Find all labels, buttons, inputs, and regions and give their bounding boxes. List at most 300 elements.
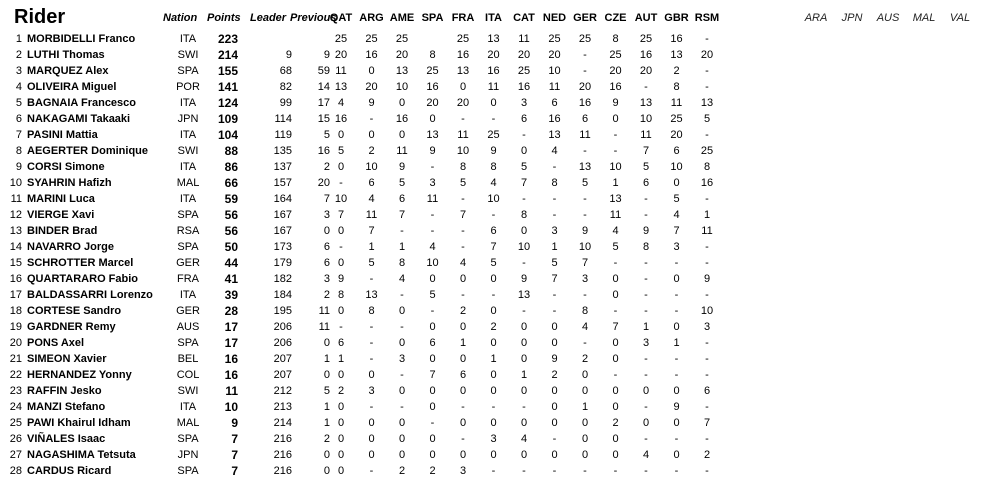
race-result-ita: 0 — [490, 273, 497, 285]
rider-points: 155 — [217, 64, 238, 78]
rider-name: SCHROTTER Marcel — [27, 257, 134, 269]
rider-name: NAVARRO Jorge — [27, 241, 114, 253]
race-result-ned: 11 — [548, 81, 561, 93]
race-result-gbr: 1 — [673, 337, 680, 349]
race-result-ame: 11 — [396, 145, 408, 157]
race-result-spa: 3 — [429, 177, 436, 189]
rider-name: HERNANDEZ Yonny — [27, 369, 132, 381]
race-result-rsm: 5 — [703, 113, 711, 125]
rider-position: 3 — [15, 65, 22, 77]
table-row — [0, 111, 987, 127]
race-result-rsm: - — [705, 81, 709, 93]
gap-to-leader: 182 — [273, 273, 292, 285]
rider-name: BINDER Brad — [27, 225, 98, 237]
rider-nation: SWI — [177, 385, 199, 397]
race-result-ita: 13 — [487, 33, 500, 45]
race-result-rsm: 16 — [700, 177, 714, 189]
race-result-cze: - — [613, 257, 618, 269]
race-result-spa: 0 — [429, 353, 436, 365]
gap-to-previous: 6 — [323, 257, 330, 269]
rider-name: CORSI Simone — [27, 161, 105, 173]
race-result-fra: - — [461, 401, 465, 413]
race-result-spa: - — [430, 225, 435, 237]
gap-to-leader: 164 — [273, 193, 292, 205]
race-result-fra: - — [461, 289, 465, 301]
race-result-gbr: - — [674, 465, 679, 477]
rider-position: 5 — [15, 97, 22, 109]
table-row — [0, 367, 987, 383]
rider-nation: RSA — [176, 225, 200, 237]
race-result-cze: 5 — [612, 241, 619, 253]
race-header-fra: FRA — [451, 12, 475, 24]
rider-nation: JPN — [177, 113, 199, 125]
race-result-qat: 0 — [337, 465, 345, 477]
race-result-spa: 11 — [426, 193, 439, 205]
rider-position: 26 — [9, 433, 22, 445]
race-result-qat: - — [339, 241, 343, 253]
race-result-cze: 4 — [612, 225, 619, 237]
race-result-qat: 10 — [334, 193, 348, 205]
race-header-ame: AME — [389, 12, 415, 24]
race-result-ame: 4 — [398, 273, 406, 285]
race-result-qat: 25 — [334, 33, 348, 45]
rider-position: 2 — [15, 49, 22, 61]
table-row — [0, 175, 987, 191]
race-result-cat: - — [522, 193, 526, 205]
race-result-ger: 25 — [578, 33, 592, 45]
race-result-arg: 8 — [368, 305, 375, 317]
gap-to-leader: 206 — [273, 337, 292, 349]
race-result-fra: - — [461, 433, 465, 445]
race-result-cat: 9 — [520, 273, 528, 285]
race-result-rsm: - — [705, 65, 709, 77]
race-result-cat: - — [522, 257, 526, 269]
rider-nation: POR — [176, 81, 200, 93]
race-result-fra: - — [461, 241, 465, 253]
race-result-ger: - — [583, 465, 587, 477]
race-result-ger: - — [583, 289, 587, 301]
table-row — [0, 31, 987, 47]
race-result-ame: 0 — [398, 417, 406, 429]
table-row — [0, 223, 987, 239]
gap-to-leader: 167 — [273, 225, 292, 237]
race-result-ame: 20 — [395, 49, 409, 61]
gap-to-previous: 9 — [323, 49, 330, 61]
race-result-aut: - — [644, 209, 648, 221]
race-result-arg: 4 — [368, 193, 375, 205]
race-result-ned: 0 — [551, 385, 558, 397]
race-result-cat: 0 — [520, 353, 528, 365]
rider-nation: SPA — [177, 209, 199, 221]
race-result-spa: 8 — [429, 49, 436, 61]
rider-position: 17 — [9, 289, 22, 301]
rider-nation: BEL — [177, 353, 199, 365]
race-result-arg: - — [369, 273, 374, 285]
race-result-cat: 6 — [520, 113, 528, 125]
rider-name: PAWI Khairul Idham — [27, 417, 131, 429]
race-result-cat: - — [522, 305, 526, 317]
race-result-cze: 8 — [612, 33, 619, 45]
race-result-aut: - — [644, 193, 648, 205]
race-result-spa: 13 — [426, 129, 439, 141]
race-result-cze: - — [613, 305, 618, 317]
table-row — [0, 159, 987, 175]
race-result-ame: 3 — [398, 353, 406, 365]
gap-to-previous: 0 — [323, 337, 330, 349]
race-result-ita: 7 — [490, 241, 497, 253]
table-row — [0, 383, 987, 399]
race-result-aut: - — [644, 289, 648, 301]
rider-position: 4 — [15, 81, 22, 93]
race-result-ger: 0 — [581, 449, 589, 461]
rider-name: AEGERTER Dominique — [27, 145, 149, 157]
race-result-ame: 0 — [398, 385, 406, 397]
race-header-gbr: GBR — [664, 12, 689, 24]
race-result-fra: 2 — [459, 305, 467, 317]
rider-nation: JPN — [177, 449, 199, 461]
race-result-gbr: 2 — [673, 65, 680, 77]
race-result-aut: - — [644, 305, 648, 317]
rider-nation: SPA — [177, 465, 199, 477]
rider-nation: SPA — [177, 241, 199, 253]
race-result-ita: 0 — [490, 385, 497, 397]
race-result-rsm: - — [705, 241, 709, 253]
race-result-rsm: 25 — [700, 145, 714, 157]
table-row — [0, 303, 987, 319]
race-result-cat: 5 — [520, 161, 528, 173]
race-result-fra: 6 — [459, 369, 467, 381]
race-result-ita: 5 — [490, 257, 497, 269]
race-result-gbr: - — [674, 353, 679, 365]
race-result-ger: - — [583, 65, 587, 77]
rider-points: 7 — [231, 432, 238, 446]
gap-to-leader: 173 — [273, 241, 292, 253]
race-result-rsm: - — [705, 353, 709, 365]
race-result-ger: 2 — [581, 353, 589, 365]
rider-position: 12 — [9, 209, 22, 221]
rider-points: 44 — [224, 256, 238, 270]
gap-to-leader: 216 — [273, 465, 292, 477]
rider-name: PASINI Mattia — [27, 129, 98, 141]
rider-name: SYAHRIN Hafizh — [27, 177, 112, 189]
race-result-arg: - — [369, 401, 374, 413]
rider-points: 104 — [217, 128, 238, 142]
table-row — [0, 239, 987, 255]
gap-to-previous: 59 — [317, 65, 330, 77]
race-result-ame: - — [400, 369, 404, 381]
race-result-rsm: 13 — [700, 97, 714, 109]
race-result-ita: 6 — [490, 225, 497, 237]
race-result-ned: 7 — [551, 273, 558, 285]
race-result-ger: 0 — [581, 369, 589, 381]
race-result-cze: 0 — [612, 433, 619, 445]
race-result-cat: - — [522, 465, 526, 477]
race-result-ger: 20 — [578, 81, 592, 93]
race-result-qat: 0 — [337, 401, 345, 413]
race-result-ita: - — [491, 289, 496, 301]
race-result-cat: 20 — [517, 49, 531, 61]
race-result-ita: 25 — [487, 129, 500, 141]
race-result-rsm: 1 — [703, 209, 711, 221]
race-result-qat: 0 — [337, 225, 345, 237]
race-result-cat: 3 — [520, 97, 528, 109]
race-result-cze: 0 — [612, 353, 619, 365]
race-result-ame: - — [400, 289, 404, 301]
table-row — [0, 79, 987, 95]
rider-name: VIÑALES Isaac — [27, 433, 106, 445]
race-result-fra: 3 — [459, 465, 467, 477]
table-row — [0, 431, 987, 447]
race-result-ita: 9 — [490, 145, 497, 157]
race-result-cat: 0 — [520, 321, 528, 333]
race-result-cze: 11 — [609, 209, 622, 221]
gap-to-previous: 2 — [323, 161, 330, 173]
rider-points: 109 — [217, 112, 238, 126]
table-row — [0, 127, 987, 143]
race-result-gbr: 0 — [673, 273, 680, 285]
race-header-spa: SPA — [421, 12, 444, 24]
gap-to-leader: 207 — [273, 369, 292, 381]
race-result-ned: 25 — [548, 33, 561, 45]
race-result-cze: 20 — [609, 65, 622, 77]
race-header-ita: ITA — [485, 12, 502, 24]
race-result-ger: 7 — [581, 257, 589, 269]
table-row — [0, 47, 987, 63]
rider-position: 11 — [10, 193, 22, 205]
gap-to-leader: 135 — [273, 145, 292, 157]
gap-to-leader: 68 — [279, 65, 292, 77]
race-result-ita: - — [491, 401, 496, 413]
race-result-cze: 0 — [612, 385, 619, 397]
race-result-arg: 25 — [365, 33, 378, 45]
gap-to-leader: 207 — [273, 353, 292, 365]
rider-nation: GER — [176, 305, 200, 317]
race-result-fra: 16 — [456, 49, 470, 61]
race-result-fra: 25 — [456, 33, 470, 45]
race-result-arg: 0 — [368, 369, 375, 381]
race-result-ned: 5 — [551, 257, 558, 269]
race-result-cze: 7 — [612, 321, 619, 333]
race-result-ned: - — [552, 193, 557, 205]
race-result-ger: 0 — [581, 385, 589, 397]
race-result-ned: 2 — [551, 369, 558, 381]
race-result-qat: 16 — [334, 113, 348, 125]
race-result-ger: 3 — [581, 273, 589, 285]
race-result-aut: - — [644, 369, 648, 381]
race-result-rsm: 3 — [703, 321, 711, 333]
table-row — [0, 271, 987, 287]
race-result-ame: 8 — [398, 257, 406, 269]
race-header-arg: ARG — [359, 12, 384, 24]
race-result-spa: 6 — [429, 337, 436, 349]
race-result-qat: 6 — [337, 337, 345, 349]
gap-to-leader: 195 — [273, 305, 292, 317]
race-result-ame: 5 — [398, 177, 406, 189]
race-result-ger: 11 — [579, 129, 591, 141]
race-result-qat: 0 — [337, 129, 345, 141]
gap-to-previous: 16 — [317, 145, 330, 157]
race-result-qat: 5 — [337, 145, 345, 157]
race-result-cat: 0 — [520, 449, 528, 461]
rider-points: 59 — [224, 192, 238, 206]
rider-points: 214 — [217, 48, 238, 62]
race-result-ned: 20 — [548, 49, 561, 61]
rider-name: MARINI Luca — [27, 193, 95, 205]
race-result-gbr: 20 — [670, 129, 683, 141]
rider-nation: MAL — [176, 417, 200, 429]
race-result-ita: - — [491, 113, 496, 125]
rider-points: 16 — [224, 352, 238, 366]
rider-nation: SWI — [177, 49, 199, 61]
rider-name: SIMEON Xavier — [27, 353, 107, 365]
race-result-cze: 13 — [609, 193, 622, 205]
rider-points: 223 — [217, 32, 238, 46]
race-header-rsm: RSM — [694, 12, 720, 24]
race-result-fra: 8 — [459, 161, 467, 173]
table-row — [0, 95, 987, 111]
race-result-aut: 3 — [642, 337, 650, 349]
race-result-cze: 10 — [609, 161, 622, 173]
race-result-ned: 0 — [551, 449, 558, 461]
race-result-gbr: 7 — [673, 225, 680, 237]
race-result-arg: 0 — [368, 65, 375, 77]
rider-name: MARQUEZ Alex — [27, 65, 109, 77]
rider-position: 27 — [9, 449, 22, 461]
race-result-aut: 10 — [639, 113, 653, 125]
gap-to-leader: 184 — [273, 289, 292, 301]
rider-position: 20 — [9, 337, 22, 349]
race-result-ame: 1 — [398, 241, 406, 253]
race-result-cze: 1 — [612, 177, 619, 189]
race-result-ita: 8 — [490, 161, 497, 173]
rider-points: 17 — [224, 320, 238, 334]
race-result-cat: 4 — [520, 433, 528, 445]
race-result-arg: - — [369, 321, 374, 333]
race-result-ger: 0 — [581, 433, 589, 445]
race-result-ita: 1 — [490, 353, 497, 365]
rider-nation: ITA — [179, 401, 197, 413]
rider-nation: SPA — [177, 337, 199, 349]
race-result-ame: 9 — [398, 161, 406, 173]
race-result-rsm: - — [705, 257, 709, 269]
rider-points: 66 — [224, 176, 238, 190]
race-result-ger: 4 — [581, 321, 589, 333]
race-result-rsm: 20 — [700, 49, 714, 61]
race-result-ame: 0 — [398, 433, 406, 445]
rider-position: 28 — [9, 465, 22, 477]
race-result-fra: 0 — [459, 449, 467, 461]
race-result-ned: 3 — [551, 225, 558, 237]
gap-to-leader: 213 — [273, 401, 292, 413]
race-result-ame: - — [400, 321, 404, 333]
gap-to-previous: 7 — [323, 193, 330, 205]
gap-to-previous: 0 — [323, 369, 330, 381]
race-result-ned: 10 — [548, 65, 561, 77]
race-result-cat: 10 — [517, 241, 531, 253]
race-result-aut: 25 — [639, 33, 653, 45]
rider-position: 15 — [9, 257, 22, 269]
rider-nation: ITA — [179, 161, 197, 173]
race-result-arg: 7 — [368, 225, 375, 237]
previous-header: Previous — [290, 12, 337, 24]
race-result-arg: 10 — [365, 161, 378, 173]
race-result-aut: 6 — [642, 177, 650, 189]
race-result-ned: - — [552, 161, 557, 173]
race-result-aut: - — [644, 273, 648, 285]
rider-points: 56 — [224, 208, 238, 222]
rider-nation: SWI — [177, 145, 199, 157]
race-result-fra: 10 — [456, 145, 470, 157]
race-result-cat: 13 — [517, 289, 531, 301]
table-row — [0, 415, 987, 431]
race-result-cat: 0 — [520, 417, 528, 429]
race-result-fra: 13 — [456, 65, 470, 77]
rider-nation: ITA — [179, 129, 197, 141]
gap-to-leader: 119 — [274, 129, 292, 141]
race-result-gbr: 13 — [670, 49, 683, 61]
race-result-arg: 20 — [365, 81, 378, 93]
race-result-ame: 13 — [395, 65, 409, 77]
gap-to-previous: 5 — [323, 385, 330, 397]
race-result-spa: - — [430, 161, 435, 173]
race-result-spa: 0 — [429, 449, 436, 461]
race-result-ger: - — [583, 337, 587, 349]
race-result-fra: 0 — [459, 273, 467, 285]
race-result-spa: 9 — [429, 145, 436, 157]
leader-header: Leader — [250, 12, 287, 24]
table-row — [0, 399, 987, 415]
table-row — [0, 287, 987, 303]
race-result-arg: 0 — [368, 433, 375, 445]
table-row — [0, 255, 987, 271]
future-race-header-jpn: JPN — [841, 12, 863, 24]
race-result-ned: 6 — [551, 97, 558, 109]
rider-position: 25 — [9, 417, 22, 429]
race-result-arg: - — [369, 353, 374, 365]
race-result-fra: 0 — [459, 81, 467, 93]
race-result-rsm: 7 — [703, 417, 711, 429]
race-result-ned: 16 — [548, 113, 561, 125]
race-result-cat: 0 — [520, 225, 528, 237]
rider-points: 11 — [225, 384, 238, 398]
race-result-gbr: 0 — [673, 177, 680, 189]
gap-to-previous: 2 — [323, 289, 330, 301]
race-result-cze: 0 — [612, 401, 619, 413]
rider-points: 7 — [231, 464, 238, 478]
rider-position: 7 — [15, 129, 22, 141]
race-result-aut: - — [644, 401, 648, 413]
race-result-qat: 0 — [337, 257, 345, 269]
race-result-ita: - — [491, 209, 496, 221]
race-result-aut: 20 — [639, 65, 653, 77]
race-result-aut: - — [644, 257, 648, 269]
race-result-ger: 5 — [581, 177, 589, 189]
rider-name: GARDNER Remy — [27, 321, 116, 333]
race-result-fra: - — [461, 225, 465, 237]
rider-points: 50 — [224, 240, 238, 254]
race-result-ame: 7 — [398, 209, 406, 221]
gap-to-leader: 99 — [279, 97, 292, 109]
race-result-ita: 0 — [490, 337, 497, 349]
gap-to-leader: 167 — [273, 209, 292, 221]
rider-name: BAGNAIA Francesco — [27, 97, 137, 109]
race-result-ned: 13 — [548, 129, 561, 141]
rider-position: 14 — [9, 241, 22, 253]
race-result-fra: 4 — [459, 257, 467, 269]
race-result-ame: 0 — [398, 449, 406, 461]
race-result-fra: 0 — [459, 321, 467, 333]
race-result-gbr: 11 — [670, 97, 683, 109]
